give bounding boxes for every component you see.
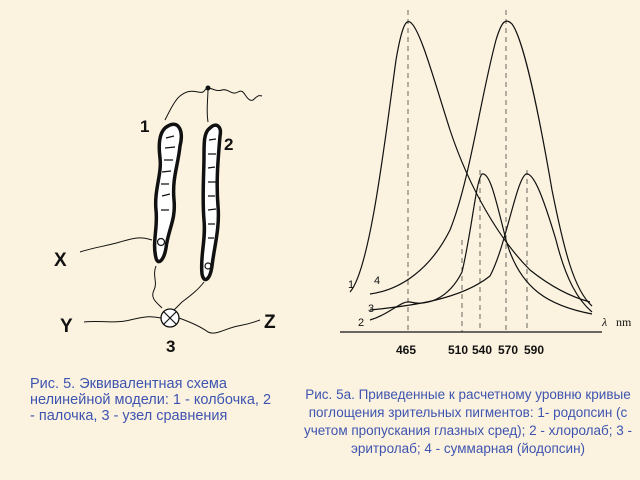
curve-label-4: 4 [374,275,381,287]
cone-cell [155,124,182,261]
cone-output-wire [153,266,162,308]
top-branch-to-rod [207,88,208,122]
node-number-label: 3 [166,337,176,356]
equivalent-circuit-diagram [40,70,310,360]
axis-unit: nm [616,315,632,329]
input-x-label: X [54,250,67,271]
cone-number-label: 1 [140,117,150,136]
y-input-wire [84,317,161,322]
curve-erythrolab [370,174,592,312]
tick-590: 590 [524,343,545,357]
left-figure-caption: Рис. 5. Эквивалентная схема нелинейной модели: 1 - колбочка, 2 - палочка, 3 - узел сравнения [30,376,272,424]
tick-465: 465 [396,343,417,357]
axis-symbol: λ [602,315,608,329]
curve-label-3: 3 [368,303,375,315]
output-z-label: Z [264,312,276,333]
tick-510: 510 [448,343,469,357]
rod-cell [202,125,221,279]
rod-output-wire [174,282,204,310]
curve-label-1: 1 [348,279,355,291]
curve-iodopsin [370,21,592,306]
right-figure-caption: Рис. 5а. Приведенные к расчетному уровню кривые поглощения зрительных пигментов: 1- родопсин (с учетом пропускания глазных сред); 2 - хлоролаб; 3 - эритролаб; 4 - суммарная (йодопсин) [303,387,633,456]
absorption-curves-plot [330,0,640,370]
top-connector-line [165,88,262,120]
tick-540: 540 [472,343,493,357]
curve-chlorolab [370,174,592,320]
input-y-label: Y [60,316,73,337]
x-input-wire [80,238,152,252]
z-output-wire [179,318,260,333]
tick-570: 570 [498,343,519,357]
curve-label-2: 2 [358,317,365,329]
rod-number-label: 2 [224,135,234,154]
